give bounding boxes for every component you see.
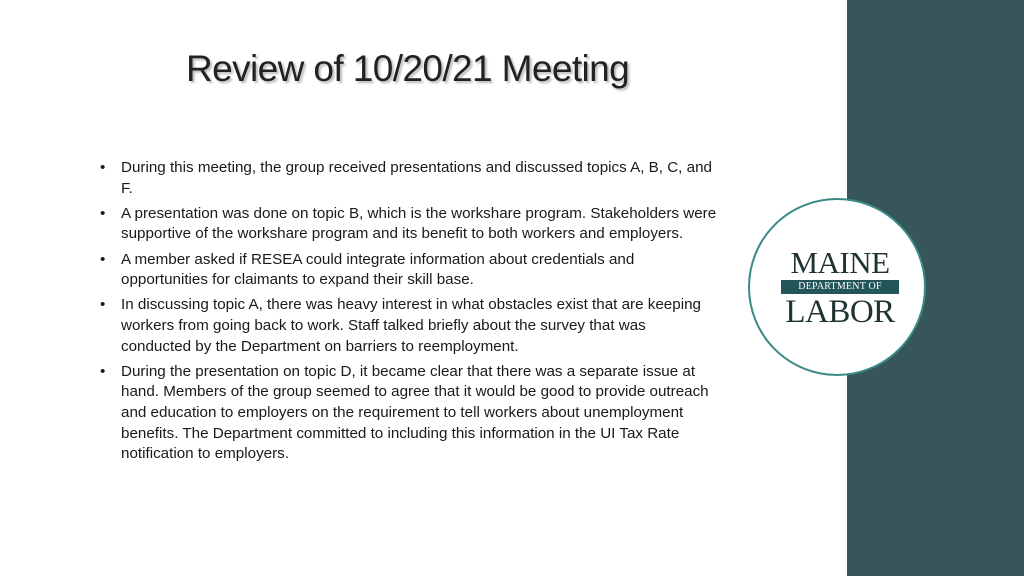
logo-labor-text: LABOR <box>785 294 895 330</box>
bullet-icon: • <box>100 296 106 314</box>
bullet-icon: • <box>100 159 106 176</box>
bullet-item <box>100 250 720 291</box>
slide-title: Review of 10/20/21 Meeting <box>186 48 630 89</box>
logo-maine-text: MAINE <box>790 245 890 280</box>
bullet-icon: • <box>100 250 106 268</box>
bullet-text: During the presentation on topic D, it became clear that there was a separate issue at hand. Members of the group seemed to agree that it would be good to provide outreach and education to employers on the requirement to tell workers about unemployment benefits. The Department committed to including this information in the UI Tax Rate notification to employers. <box>121 362 709 463</box>
bullet-icon: • <box>100 204 106 222</box>
logo-department-band: DEPARTMENT OF <box>781 280 899 294</box>
bullet-icon: • <box>100 362 106 380</box>
bullet-item <box>100 362 720 465</box>
bullet-item <box>100 295 720 357</box>
bullet-text: In discussing topic A, there was heavy interest in what obstacles exist that are keeping workers from going back to work. Staff talked briefly about the survey that was conducted by the Department on barriers to reemployment. <box>121 296 701 355</box>
bullet-text: During this meeting, the group received presentations and discussed topics A, B, C, and F. <box>121 159 712 197</box>
bullet-text: A member asked if RESEA could integrate information about credentials and opportunities for claimants to expand their skill base. <box>121 250 635 289</box>
bullet-list <box>100 158 720 469</box>
bullet-item <box>100 204 720 245</box>
bullet-item <box>100 158 720 199</box>
bullet-text: A presentation was done on topic B, which is the workshare program. Stakeholders were supportive of the workshare program and its benefit to both workers and employers. <box>121 204 717 243</box>
